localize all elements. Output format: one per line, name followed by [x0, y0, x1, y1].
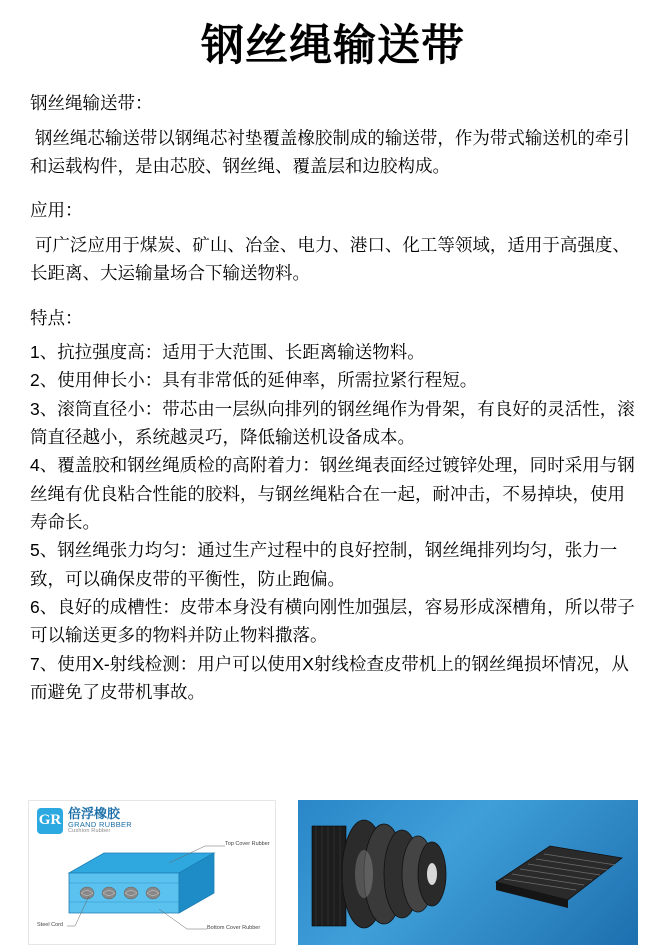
feature-item-1: 1、抗拉强度高：适用于大范围、长距离输送物料。 — [30, 341, 425, 362]
logo-text — [68, 807, 132, 834]
feature-item-5: 5、钢丝绳张力均匀：通过生产过程中的良好控制，钢丝绳排列均匀，张力一致，可以确保皮带的平衡性，防止跑偏。 — [30, 540, 618, 589]
feature-item-6: 6、良好的成槽性：皮带本身没有横向刚性加强层，容易形成深槽角，所以带子可以输送更多的物料并防止物料撒落。 — [30, 596, 635, 646]
feature-item-3: 3、滚筒直径小：带芯由一层纵向排列的钢丝绳作为骨架，有良好的灵活性，滚筒直径越小，系统越灵巧，降低输送机设备成本。 — [30, 398, 635, 447]
logo-subtitle: Cushion Rubber — [68, 827, 111, 834]
feature-item-2: 2、使用伸长小：具有非常低的延伸率，所需拉紧行程短。 — [30, 370, 478, 391]
logo-name-en: GRAND RUBBER — [68, 819, 133, 829]
feature-item-4: 4、覆盖胶和钢丝绳质检的高附着力：钢丝绳表面经过镀锌处理，同时采用与钢丝绳有优良粘合性能的胶料，与钢丝绳粘合在一起，耐冲击，不易掉块，使用寿命长。 — [30, 455, 635, 532]
belt-structure-diagram — [28, 800, 276, 945]
section-paragraph-application: 可广泛应用于煤炭、矿山、冶金、电力、港口、化工等领域，适用于高强度、长距离、大运输量场合下输送物料。 — [30, 234, 630, 284]
logo-name-cn: 倍浮橡胶 — [68, 806, 121, 821]
figure-row — [0, 800, 666, 952]
section-heading-application: 应用： — [30, 200, 83, 221]
label-top-cover-rubber: Top Cover Rubber — [225, 841, 270, 847]
product-photo — [298, 800, 638, 945]
document-body — [0, 89, 666, 706]
company-logo — [37, 807, 132, 834]
section-heading-intro: 钢丝绳输送带： — [30, 93, 153, 114]
section-heading-features: 特点： — [30, 307, 83, 328]
section-paragraph-intro: 钢丝绳芯输送带以钢绳芯衬垫覆盖橡胶制成的输送带，作为带式输送机的牵引和运载构件，是由芯胶、钢丝绳、覆盖层和边胶构成。 — [30, 127, 630, 177]
page-title: 钢丝绳输送带 — [201, 22, 465, 70]
label-bottom-cover-rubber: Bottom Cover Rubber — [207, 925, 261, 931]
feature-item-7: 7、使用X-射线检测：用户可以使用X射线检查皮带机上的钢丝绳损坏情况，从而避免了皮带机事故。 — [30, 653, 629, 702]
label-steel-cord: Steel Cord — [37, 922, 63, 928]
conveyor-belt-rolls-icon — [304, 808, 484, 936]
document-page — [0, 22, 666, 952]
logo-badge-icon: GR — [37, 808, 63, 834]
belt-sheet-icon — [490, 830, 630, 916]
